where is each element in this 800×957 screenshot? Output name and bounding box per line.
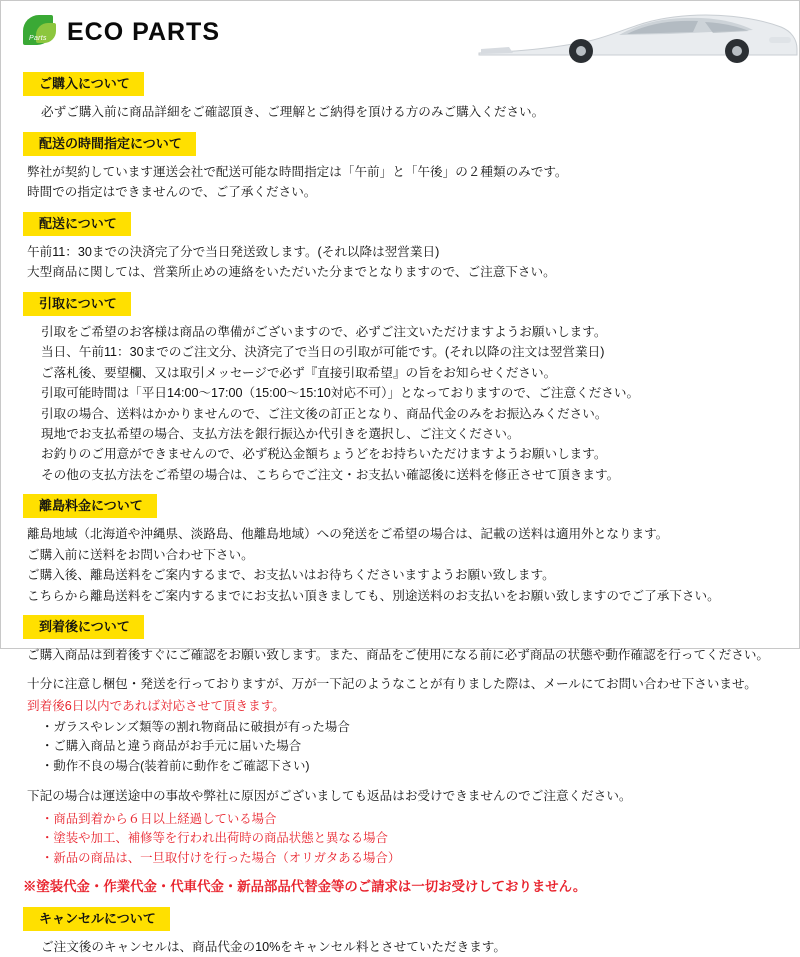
section-pickup (1, 292, 799, 485)
arrival-warning: ※塗装代金・作業代金・代車代金・新品部品代替金等のご請求は一切お受けしておりません。 (23, 878, 587, 894)
brand-name: ECO PARTS (67, 17, 220, 46)
section-title-purchase: ご購入について (23, 72, 144, 96)
section-body-cancel (41, 937, 799, 957)
text-line: 時間での指定はできませんので、ご了承ください。 (27, 185, 317, 200)
text-line: 下記の場合は運送途中の事故や弊社に原因がございましても返品はお受けできませんのでご注意ください。 (27, 788, 632, 803)
text-line: 離島地域（北海道や沖縄県、淡路島、他離島地域）への発送をご希望の場合は、記載の送料は適用外となります。 (27, 527, 669, 542)
white-sports-car-photo-icon (469, 1, 799, 63)
section-body-delivery-time (27, 162, 799, 203)
brand-logo (23, 15, 220, 49)
text-line: ご購入前に送料をお問い合わせ下さい。 (27, 547, 254, 562)
list-item: ・商品到着から６日以上経過している場合 (41, 812, 277, 827)
section-title-island-fee: 離島料金について (23, 494, 157, 518)
text-line: 十分に注意し梱包・発送を行っておりますが、万が一下記のようなことが有りました際は、メールにてお問い合わせ下さいませ。 (27, 676, 757, 691)
text-line: 午前11：30までの決済完了分で当日発送致します。(それ以降は翌営業日) (27, 244, 440, 259)
section-title-delivery: 配送について (23, 212, 131, 236)
text-line: 大型商品に関しては、営業所止めの連絡をいただいた分までとなりますので、ご注意下さい。 (27, 265, 556, 280)
text-line: その他の支払方法をご希望の場合は、こちらでご注文・お支払い確認後に送料を修正させて頂きます。 (41, 467, 620, 482)
page-header (1, 1, 799, 63)
arrival-bullets-red (41, 810, 799, 868)
text-line: 引取をご希望のお客様は商品の準備がございますので、必ずご注文いただけますようお願いします。 (41, 324, 607, 339)
arrival-bullets (41, 718, 799, 776)
section-cancel (1, 907, 799, 957)
arrival-deadline-note: 到着後6日以内であれば対応させて頂きます。 (27, 698, 285, 713)
section-body-arrival-3 (27, 786, 799, 806)
section-delivery (1, 212, 799, 283)
section-body-arrival (27, 645, 799, 665)
section-delivery-time (1, 132, 799, 203)
list-item: ・ガラスやレンズ類等の割れ物商品に破損が有った場合 (41, 720, 350, 735)
text-line: 必ずご購入前に商品詳細をご確認頂き、ご理解とご納得を頂ける方のみご購入ください。 (41, 105, 545, 120)
section-title-cancel: キャンセルについて (23, 907, 170, 931)
section-title-pickup: 引取について (23, 292, 131, 316)
text-line: 引取の場合、送料はかかりませんので、ご注文後の訂正となり、商品代金のみをお振込みください。 (41, 406, 608, 421)
section-island-fee (1, 494, 799, 606)
section-title-delivery-time: 配送の時間指定について (23, 132, 196, 156)
section-body-delivery (27, 242, 799, 283)
list-item: ・塗装や加工、補修等を行われ出荷時の商品状態と異なる場合 (41, 831, 388, 846)
section-arrival (1, 615, 799, 897)
section-title-arrival: 到着後について (23, 615, 144, 639)
section-body-island-fee (27, 524, 799, 606)
section-body-arrival-2 (27, 674, 799, 694)
text-line: 当日、午前11：30までのご注文分、決済完了で当日の引取が可能です。(それ以降の注文は翌営業日) (41, 345, 605, 360)
text-line: 弊社が契約しています運送会社で配送可能な時間指定は「午前」と「午後」の２種類のみです。 (27, 164, 568, 179)
eco-leaf-logo-icon: Parts (23, 15, 59, 49)
text-line: こちらから離島送料をご案内するまでにお支払い頂きましても、別途送料のお支払いをお願い致しますのでご了承下さい。 (27, 588, 720, 603)
text-line: 現地でお支払希望の場合、支払方法を銀行振込か代引きを選択し、ご注文ください。 (41, 426, 520, 441)
text-line: ご落札後、要望欄、又は取引メッセージで必ず『直接引取希望』の旨をお知らせください。 (41, 365, 557, 380)
list-item: ・新品の商品は、一旦取付けを行った場合（オリガタある場合） (41, 850, 401, 865)
text-line: ご注文後のキャンセルは、商品代金の10%をキャンセル料とさせていただきます。 (41, 939, 506, 954)
section-body-purchase (41, 102, 799, 122)
section-purchase (1, 72, 799, 123)
text-line: 引取可能時間は「平日14:00～17:00（15:00～15:10対応不可）」となっておりますので、ご注意ください。 (41, 386, 640, 401)
text-line: ご購入商品は到着後すぐにご確認をお願い致します。また、商品をご使用になる前に必ず商品の状態や動作確認を行ってください。 (27, 648, 770, 663)
section-body-pickup (41, 322, 799, 485)
text-line: お釣りのご用意ができませんので、必ず税込金額ちょうどをお持ちいただけますようお願いします。 (41, 447, 607, 462)
list-item: ・ご購入商品と違う商品がお手元に届いた場合 (41, 739, 302, 754)
text-line: ご購入後、離島送料をご案内するまで、お支払いはお待ちくださいますようお願い致します。 (27, 568, 555, 583)
list-item: ・動作不良の場合(装着前に動作をご確認下さい) (41, 758, 310, 773)
